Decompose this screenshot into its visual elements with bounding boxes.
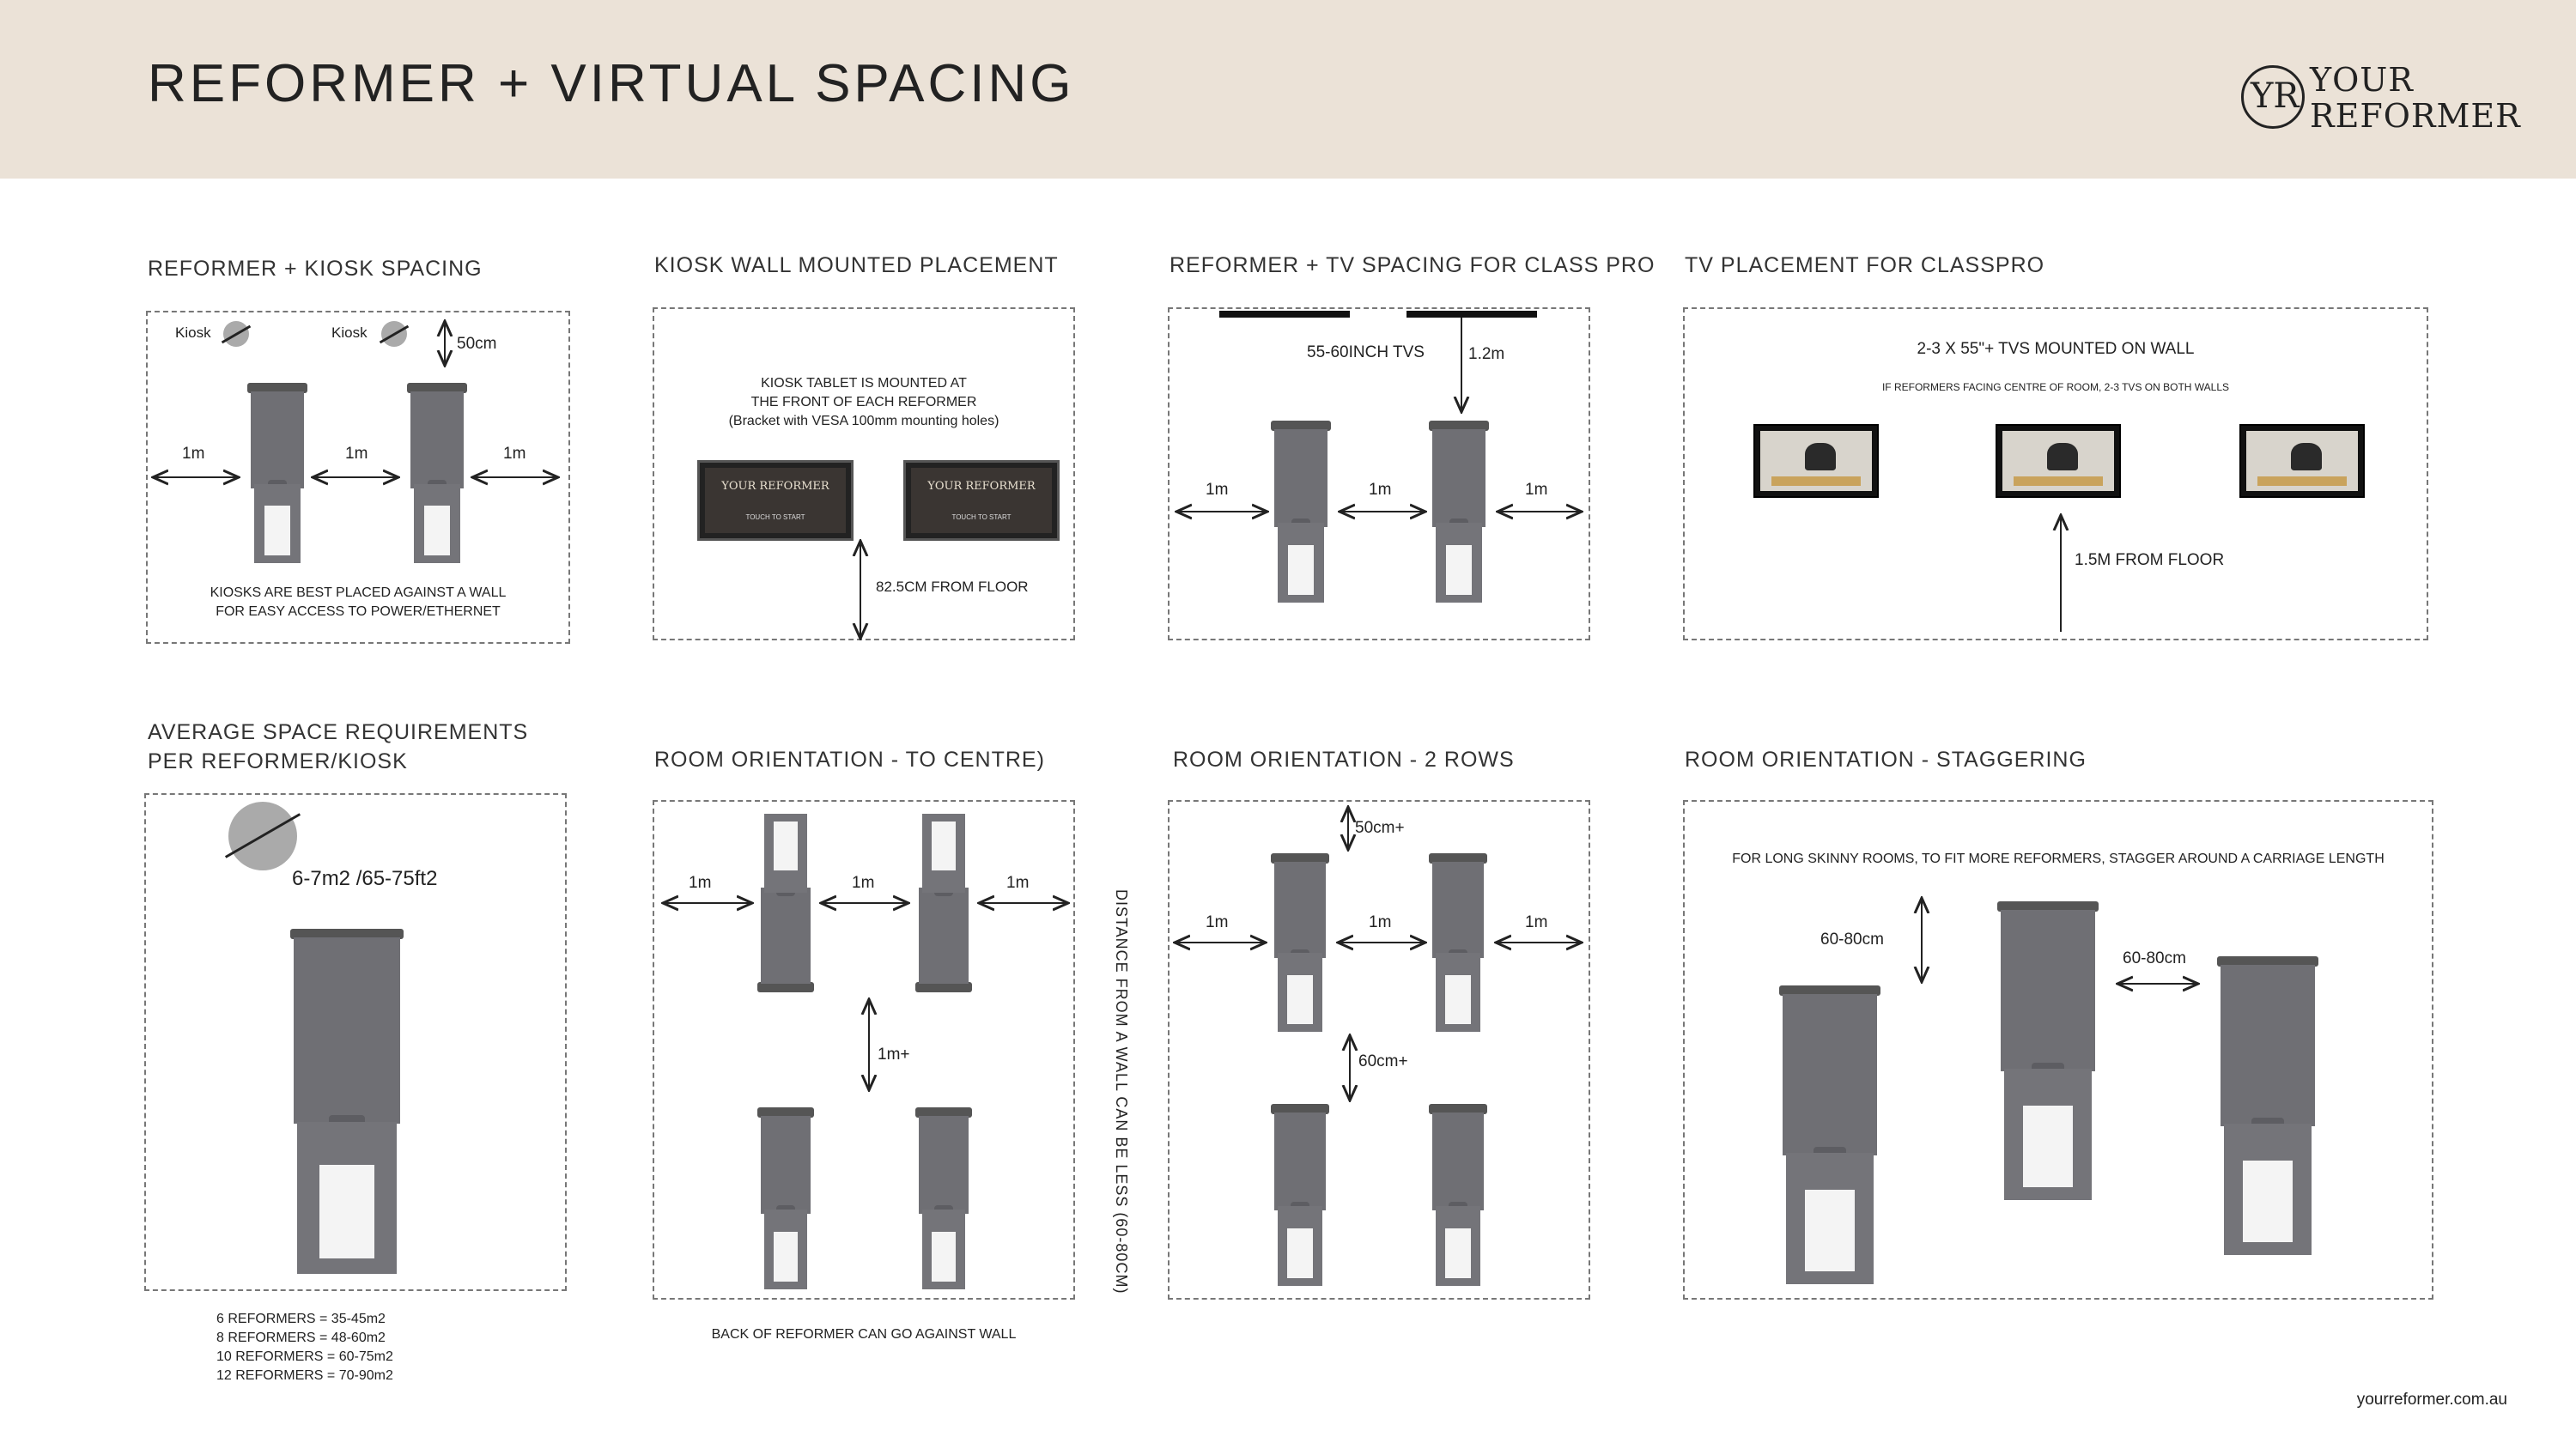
- orientation-note: BACK OF REFORMER CAN GO AGAINST WALL: [711, 1327, 1017, 1342]
- section-title-orientation-centre: ROOM ORIENTATION - TO CENTRE): [654, 748, 1045, 772]
- gap-label: 1m+: [878, 1046, 910, 1064]
- section-title-tv-spacing: REFORMER + TV SPACING FOR CLASS PRO: [1170, 253, 1656, 277]
- tv-placement-subtext: IF REFORMERS FACING CENTRE OF ROOM, 2-3 TVS ON BOTH WALLS: [1881, 381, 2230, 393]
- gap-label: 1m: [1206, 481, 1229, 499]
- gap-label: 50cm: [457, 335, 497, 353]
- tv-size-label: 55-60INCH TVS: [1307, 343, 1425, 361]
- kiosk-note: FOR EASY ACCESS TO POWER/ETHERNET: [216, 604, 501, 619]
- logo-monogram: YR: [2241, 65, 2305, 129]
- gap-label: 1m: [852, 874, 875, 892]
- wall-distance-note: DISTANCE FROM A WALL CAN BE LESS (60-80CM): [1113, 889, 1130, 1294]
- gap-label: 1m: [182, 445, 205, 463]
- gap-label: 1m: [503, 445, 526, 463]
- space-list-item: 10 REFORMERS = 60-75m2: [216, 1349, 393, 1364]
- kiosk-wall-text: THE FRONT OF EACH REFORMER: [750, 395, 977, 409]
- kiosk-label: Kiosk: [331, 324, 368, 341]
- tv-placement-heading: 2-3 X 55"+ TVS MOUNTED ON WALL: [1917, 340, 2195, 358]
- gap-label: 1m: [1006, 874, 1030, 892]
- kiosk-label: Kiosk: [175, 324, 211, 341]
- gap-label: 1m: [1525, 481, 1548, 499]
- section-title-kiosk-spacing: REFORMER + KIOSK SPACING: [148, 257, 483, 281]
- gap-label: 1m: [345, 445, 368, 463]
- section-title-space: AVERAGE SPACE REQUIREMENTS PER REFORMER/KIOSK: [148, 720, 529, 773]
- kiosk-tablet: YOUR REFORMER TOUCH TO START: [903, 460, 1060, 541]
- logo-wordmark: YOUR REFORMER: [2310, 61, 2521, 135]
- gap-label: 1m: [1369, 481, 1392, 499]
- space-list-item: 6 REFORMERS = 35-45m2: [216, 1312, 386, 1326]
- kiosk-wall-text: KIOSK TABLET IS MOUNTED AT: [761, 376, 967, 391]
- section-title-tv-placement: TV PLACEMENT FOR CLASSPRO: [1685, 253, 2045, 277]
- kiosk-note: KIOSKS ARE BEST PLACED AGAINST A WALL: [210, 585, 507, 600]
- kiosk-tablet: YOUR REFORMER TOUCH TO START: [697, 460, 854, 541]
- gap-label: 50cm+: [1355, 819, 1405, 837]
- gap-label: 1m: [1206, 913, 1229, 931]
- gap-label: 60-80cm: [2123, 949, 2186, 967]
- section-title-staggering: ROOM ORIENTATION - STAGGERING: [1685, 748, 2087, 772]
- footer-url[interactable]: yourreformer.com.au: [2356, 1391, 2507, 1409]
- gap-label: 1m: [1525, 913, 1548, 931]
- floor-height-label: 82.5CM FROM FLOOR: [876, 579, 1029, 595]
- space-list-item: 12 REFORMERS = 70-90m2: [216, 1368, 393, 1383]
- section-title-kiosk-wall: KIOSK WALL MOUNTED PLACEMENT: [654, 253, 1059, 277]
- kiosk-wall-text: (Bracket with VESA 100mm mounting holes): [728, 414, 999, 428]
- area-label: 6-7m2 /65-75ft2: [292, 867, 438, 890]
- section-title-orientation-rows: ROOM ORIENTATION - 2 ROWS: [1173, 748, 1515, 772]
- space-list-item: 8 REFORMERS = 48-60m2: [216, 1331, 386, 1345]
- gap-label: 1.2m: [1468, 345, 1505, 363]
- staggering-note: FOR LONG SKINNY ROOMS, TO FIT MORE REFORMERS, STAGGER AROUND A CARRIAGE LENGTH: [1732, 852, 2385, 866]
- gap-label: 1m: [1369, 913, 1392, 931]
- gap-label: 60cm+: [1358, 1052, 1408, 1070]
- gap-label: 60-80cm: [1820, 931, 1884, 949]
- page-title: REFORMER + VIRTUAL SPACING: [148, 54, 1075, 113]
- gap-label: 1m: [689, 874, 712, 892]
- floor-height-label: 1.5M FROM FLOOR: [2075, 551, 2225, 569]
